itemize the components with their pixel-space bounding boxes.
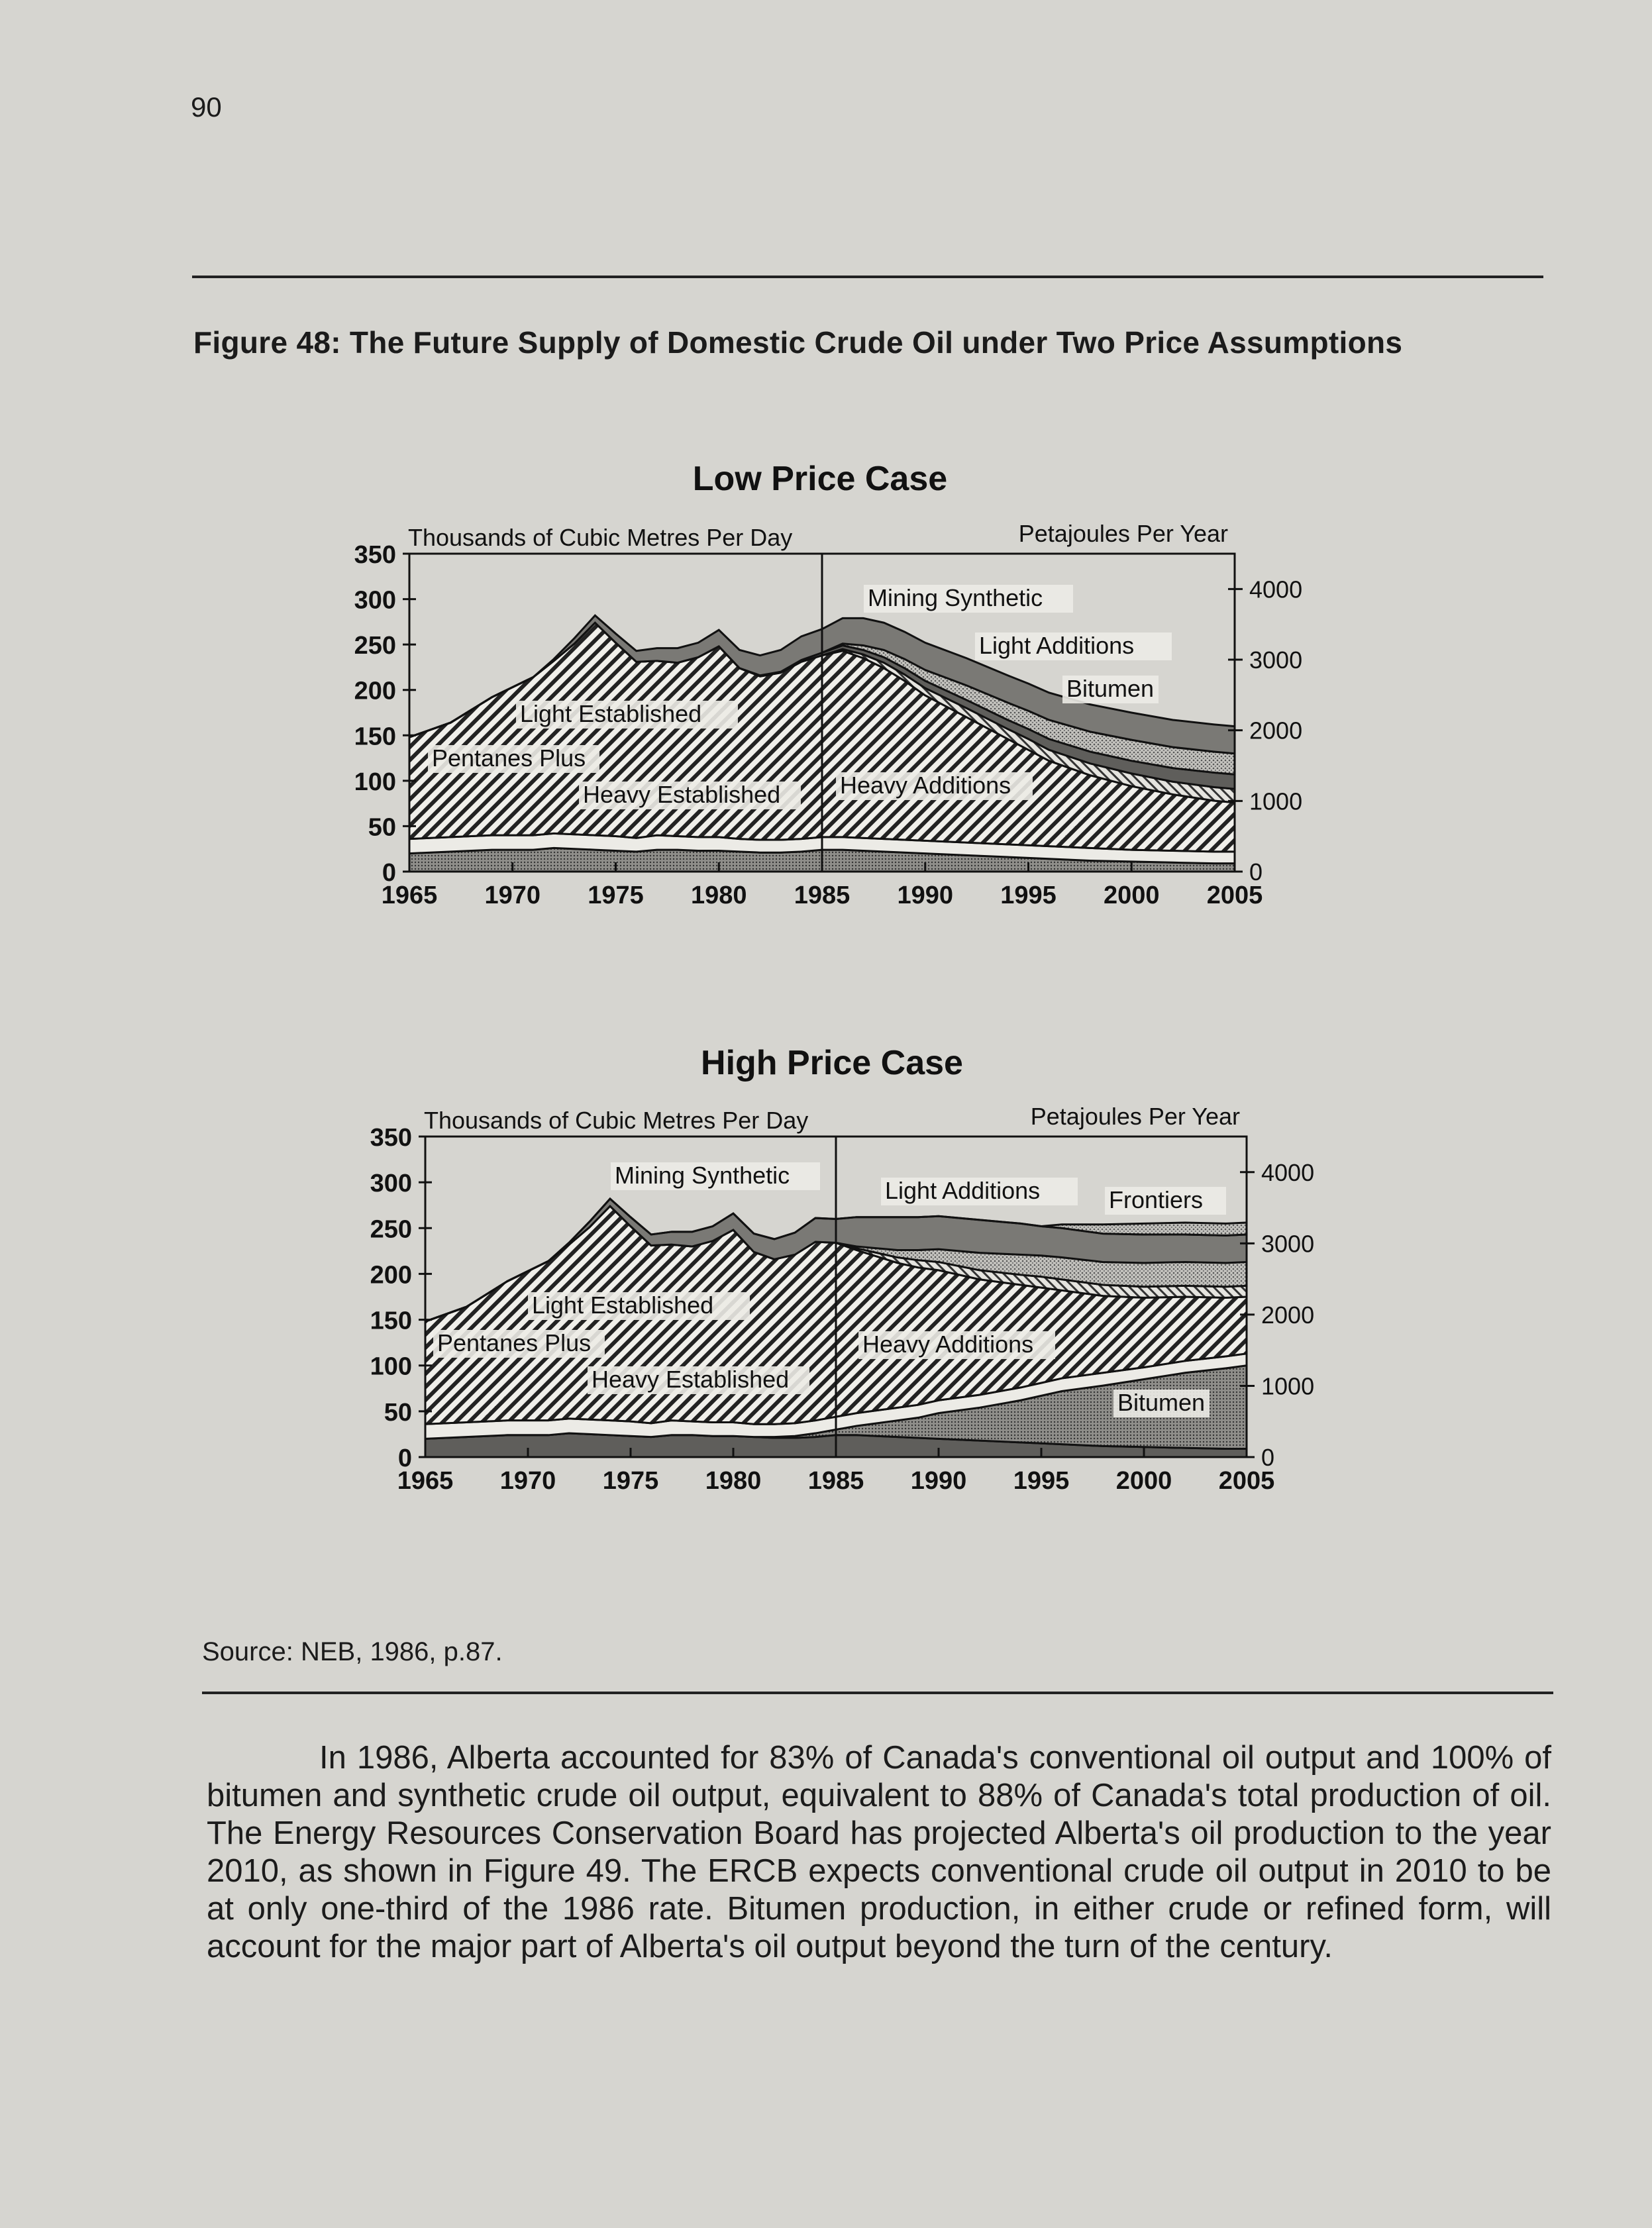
y2-tick-label: 2000 [1261,1301,1315,1329]
figure-title: Figure 48: The Future Supply of Domestic Crude Oil under Two Price Assumptions [193,325,1403,360]
y-tick-label: 50 [368,813,396,842]
series-label-heavy-established: Heavy Established [592,1366,790,1393]
series-label-heavy-additions: Heavy Additions [840,772,1011,799]
series-label-heavy-additions: Heavy Additions [862,1331,1034,1358]
y-tick-label: 0 [397,1444,412,1472]
x-tick-label: 1980 [705,1467,762,1495]
series-label-heavy-established: Heavy Established [583,781,781,808]
y-tick-label: 0 [382,859,396,887]
y-tick-label: 250 [354,632,396,660]
y-tick-label: 50 [384,1398,412,1427]
y2-tick-label: 0 [1261,1444,1275,1471]
right-axis-label: Petajoules Per Year [1030,1103,1240,1130]
y-tick-label: 200 [354,677,396,705]
y2-tick-label: 3000 [1261,1230,1315,1258]
y2-tick-label: 3000 [1249,646,1303,674]
y2-tick-label: 1000 [1249,787,1303,815]
series-label-frontiers: Frontiers [1109,1186,1204,1213]
body-paragraph: In 1986, Alberta accounted for 83% of Canada's conventional oil output and 100% of bitumen and synthetic crude oil output, equivalent to 88% of Canada's total production of oil. The Energy Resources Conservation Board has projected Alberta's oil production to the year 2010, as shown in Figure 49. The ERCB expects conventional crude oil output in 2010 to be at only one-third of the 1986 rate. Bitumen production, in either crude or refined form, will account for the major part of Alberta's oil output beyond the turn of the century. [207,1740,1551,1964]
x-tick-label: 2005 [1218,1467,1275,1495]
x-tick-label: 1985 [794,882,851,909]
right-axis-label: Petajoules Per Year [1018,520,1228,547]
y-tick-label: 350 [370,1124,412,1152]
y2-tick-label: 0 [1249,858,1263,886]
series-label-mining-synthetic: Mining Synthetic [615,1162,790,1189]
bottom-rule [202,1692,1553,1694]
y2-tick-label: 4000 [1261,1158,1315,1186]
y2-tick-label: 2000 [1249,717,1303,744]
x-tick-label: 2000 [1103,882,1160,909]
left-axis-label: Thousands of Cubic Metres Per Day [408,524,793,551]
x-tick-label: 1995 [1000,882,1057,909]
y-tick-label: 150 [370,1307,412,1335]
x-tick-label: 1975 [588,882,644,909]
y2-tick-label: 4000 [1249,576,1303,603]
y-tick-label: 300 [370,1170,412,1198]
series-label-bitumen: Bitumen [1117,1389,1206,1416]
x-tick-label: 2000 [1115,1467,1172,1495]
y-tick-label: 250 [370,1215,412,1244]
x-tick-label: 1995 [1013,1467,1070,1495]
y-tick-label: 300 [354,586,396,615]
y-tick-label: 350 [354,541,396,569]
x-tick-label: 1970 [484,882,541,909]
y-tick-label: 200 [370,1261,412,1290]
chart-title: Low Price Case [692,460,948,498]
x-tick-label: 1970 [499,1467,556,1495]
y2-tick-label: 1000 [1261,1372,1315,1400]
figure-source: Source: NEB, 1986, p.87. [202,1637,503,1666]
x-tick-label: 1985 [807,1467,864,1495]
series-label-pentanes-plus: Pentanes Plus [437,1329,592,1356]
chart-title: High Price Case [701,1044,963,1082]
x-tick-label: 2005 [1206,882,1263,909]
y-tick-label: 100 [370,1352,412,1381]
series-label-bitumen: Bitumen [1066,675,1155,702]
y-tick-label: 100 [354,768,396,796]
series-label-mining-synthetic: Mining Synthetic [868,584,1043,611]
series-label-light-additions: Light Additions [979,632,1135,659]
body-text [207,1739,1551,1966]
page-number: 90 [191,91,222,123]
x-tick-label: 1980 [690,882,747,909]
series-label-pentanes-plus: Pentanes Plus [432,744,586,772]
x-tick-label: 1990 [897,882,954,909]
x-tick-label: 1990 [910,1467,967,1495]
series-label-light-established: Light Established [520,700,702,727]
series-label-light-established: Light Established [532,1291,714,1319]
left-axis-label: Thousands of Cubic Metres Per Day [424,1107,809,1134]
y-tick-label: 150 [354,723,396,751]
x-tick-label: 1965 [397,1467,454,1495]
x-tick-label: 1965 [381,882,438,909]
x-tick-label: 1975 [602,1467,659,1495]
series-label-light-additions: Light Additions [885,1177,1041,1204]
